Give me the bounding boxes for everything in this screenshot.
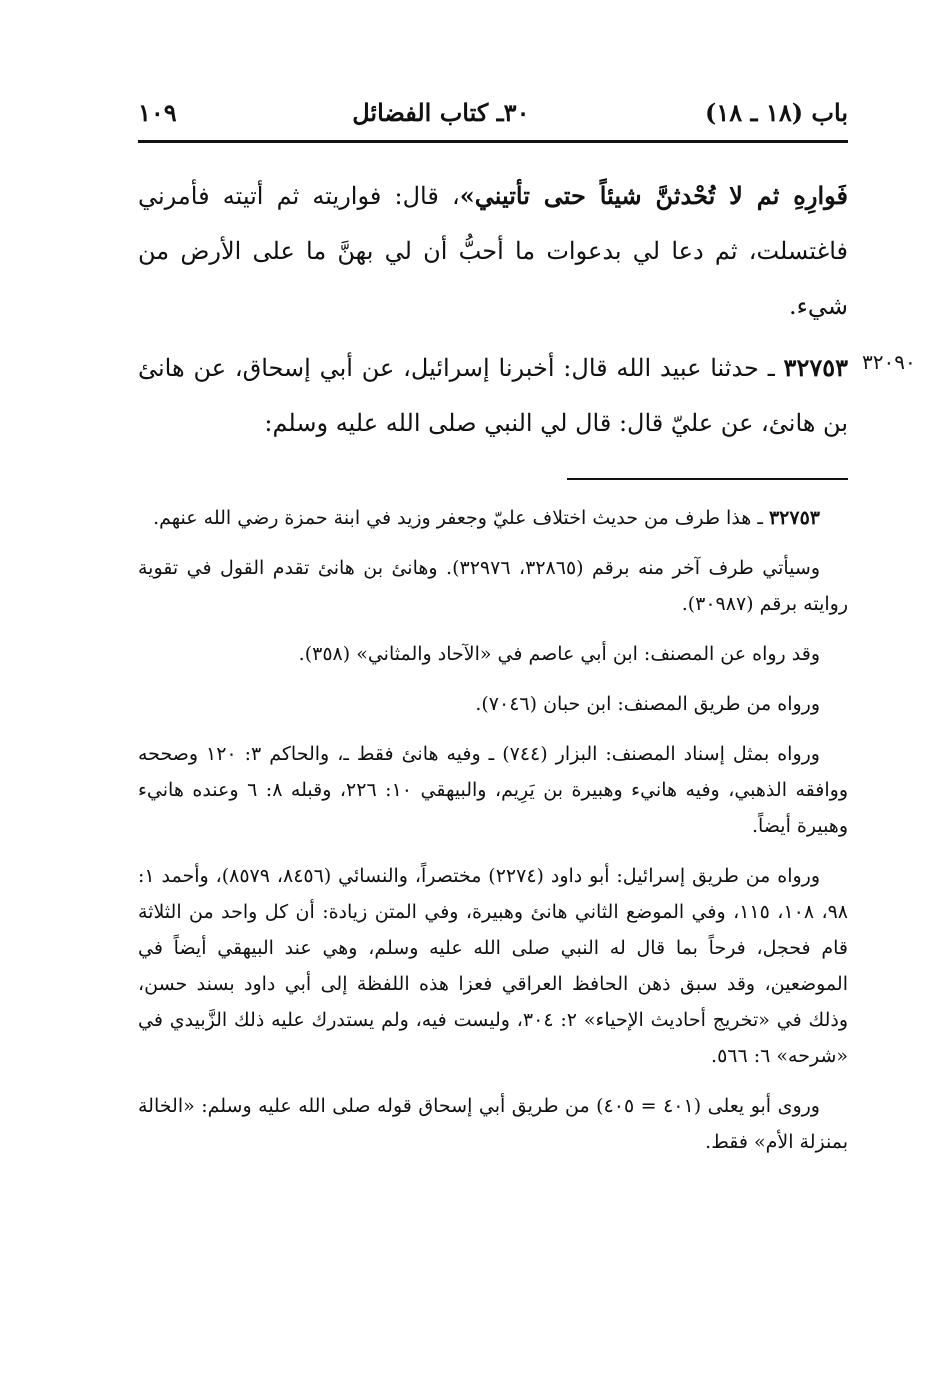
running-header xyxy=(138,92,848,132)
chapter-label: باب (١٨ ـ ١٨) xyxy=(705,97,848,127)
continuation-quote: فَوارِهِ ثم لا تُحْدثنَّ شيئاً حتى تأتيني» xyxy=(459,181,848,210)
hadith-text: ـ حدثنا عبيد الله قال: أخبرنا إسرائيل، عن أبي إسحاق، عن هانئ بن هانئ، عن عليّ قال: قال لي النبي صلى الله عليه وسلم: xyxy=(138,354,848,437)
margin-hadith-number: ٣٢٠٩٠ xyxy=(862,350,916,374)
footnote-paragraph: وسيأتي طرف آخر منه برقم (٣٢٨٦٥، ٣٢٩٧٦). وهانئ بن هانئ تقدم القول في تقوية روايته برقم (٣٠٩٨٧). xyxy=(138,557,848,615)
footnote-paragraph: وقد رواه عن المصنف: ابن أبي عاصم في «الآحاد والمثاني» (٣٥٨). xyxy=(298,643,820,665)
footnote-divider xyxy=(567,478,848,480)
footnote-paragraph: وروى أبو يعلى (٤٠١ = ٤٠٥) من طريق أبي إسحاق قوله صلى الله عليه وسلم: «الخالة بمنزلة الأم» فقط. xyxy=(138,1095,848,1153)
page-number: ١٠٩ xyxy=(138,97,177,127)
continuation-text: ، قال: فواريته ثم أتيته فأمرني فاغتسلت، ثم دعا لي بدعوات ما أحبُّ أن لي بهنَّ ما على الأرض من شيء. xyxy=(138,182,848,320)
footnotes-section xyxy=(138,500,848,1174)
footnote-paragraph: ورواه من طريق المصنف: ابن حبان (٧٠٤٦). xyxy=(475,693,820,715)
footnote-text: ـ هذا طرف من حديث اختلاف عليّ وجعفر وزيد في ابنة حمزة رضي الله عنهم. xyxy=(153,507,769,529)
footnote-paragraph xyxy=(138,500,848,536)
footnote-paragraph: ورواه من طريق إسرائيل: أبو داود (٢٢٧٤) مختصراً، والنسائي (٨٤٥٦، ٨٥٧٩)، وأحمد ١: ٩٨، ١٠٨، ١١٥، وفي الموضع الثاني هانئ وهبيرة، وفي المتن زيادة: أن كل واحد من الثلاثة قام فحجل، فرحاً بما قال له النبي صلى الله عليه وسلم، وهي عند البيهقي أيضاً في الموضعين، وقد سبق ذهن الحافظ العراقي فعزا هذه اللفظة إلى أبي داود بسند حسن، وذلك في «تخريج أحاديث الإحياء» ٢: ٣٠٤، وليست فيه، ولم يستدرك عليه ذلك الزَّبيدي في «شرحه» ٦: ٥٦٦. xyxy=(138,865,849,1067)
hadith-number: ٣٢٧٥٣ xyxy=(783,353,848,382)
book-title: ٣٠ـ كتاب الفضائل xyxy=(352,97,530,127)
footnote-paragraph: ورواه بمثل إسناد المصنف: البزار (٧٤٤) ـ وفيه هانئ فقط ـ، والحاكم ٣: ١٢٠ وصححه ووافقه الذهبي، وفيه هانيء وهبيرة بن يَرِيم، والبيهقي ١٠: ٢٢٦، وقبله ٨: ٦ وعنده هانيء وهبيرة أيضاً. xyxy=(138,743,848,837)
footnote-number: ٣٢٧٥٣ xyxy=(768,507,820,529)
hadith-paragraph xyxy=(138,340,848,451)
header-rule xyxy=(138,140,848,143)
continuation-paragraph xyxy=(138,168,848,334)
